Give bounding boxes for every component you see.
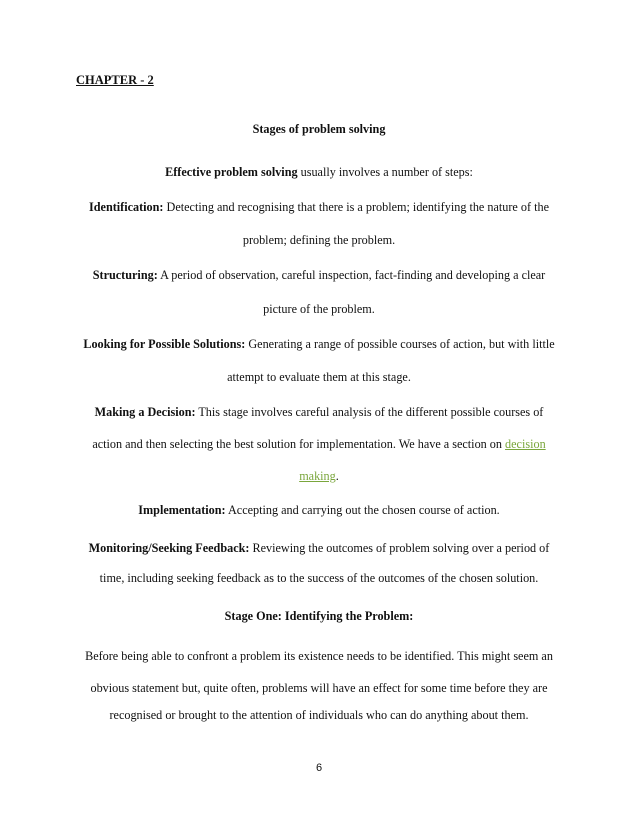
page-title: [60, 122, 578, 137]
solutions-line-1: [60, 337, 578, 352]
stage-one-heading: [60, 609, 578, 624]
monitoring-term: Monitoring/Seeking Feedback:: [88, 541, 250, 555]
decision-desc-2: action and then selecting the best solution for implementation. We have a section on: [92, 437, 506, 451]
decision-line-end: .: [335, 469, 339, 483]
identification-line-2: problem; defining the problem.: [242, 233, 396, 247]
decision-desc-1: This stage involves careful analysis of the different possible courses of: [195, 405, 544, 419]
structuring-line-1: [60, 268, 578, 283]
stage-one-line-1: Before being able to confront a problem its existence needs to be identified. This might seem an: [85, 649, 553, 663]
structuring-desc-1: A period of observation, careful inspection, fact-finding and developing a clear: [157, 268, 546, 282]
stage-one-line-2: obvious statement but, quite often, problems will have an effect for some time before they are: [90, 681, 548, 695]
monitoring-line-2: time, including seeking feedback as to the success of the outcomes of the chosen solution.: [99, 571, 539, 585]
decision-line-3: [60, 469, 578, 484]
implementation-term: Implementation:: [138, 503, 226, 517]
intro-rest: usually involves a number of steps:: [297, 165, 473, 179]
structuring-line-2: picture of the problem.: [263, 302, 375, 316]
monitoring-line-1: [60, 541, 578, 556]
decision-term: Making a Decision:: [94, 405, 196, 419]
structuring-term: Structuring:: [92, 268, 158, 282]
monitoring-desc-1: Reviewing the outcomes of problem solving over a period of: [249, 541, 550, 555]
decision-link-part-2[interactable]: making: [299, 469, 336, 483]
chapter-heading: CHAPTER - 2: [76, 73, 154, 87]
intro-bold: Effective problem solving: [165, 165, 298, 179]
identification-line-1: [60, 200, 578, 215]
identification-desc-1: Detecting and recognising that there is a problem; identifying the nature of the: [163, 200, 549, 214]
solutions-line-2: attempt to evaluate them at this stage.: [227, 370, 411, 384]
solutions-desc-1: Generating a range of possible courses of action, but with little: [245, 337, 555, 351]
title-text: Stages of problem solving: [252, 122, 386, 136]
identification-term: Identification:: [89, 200, 164, 214]
page-number: 6: [315, 762, 323, 774]
decision-line-2: [60, 437, 578, 452]
decision-link-part-1[interactable]: decision: [505, 437, 546, 451]
stage-one-heading-text: Stage One: Identifying the Problem:: [224, 609, 414, 623]
implementation-line: [60, 503, 578, 518]
solutions-term: Looking for Possible Solutions:: [83, 337, 246, 351]
decision-line-1: [60, 405, 578, 420]
implementation-desc: Accepting and carrying out the chosen course of action.: [225, 503, 500, 517]
intro-line: [60, 165, 578, 180]
stage-one-line-3: recognised or brought to the attention of individuals who can do anything about them.: [109, 708, 529, 722]
